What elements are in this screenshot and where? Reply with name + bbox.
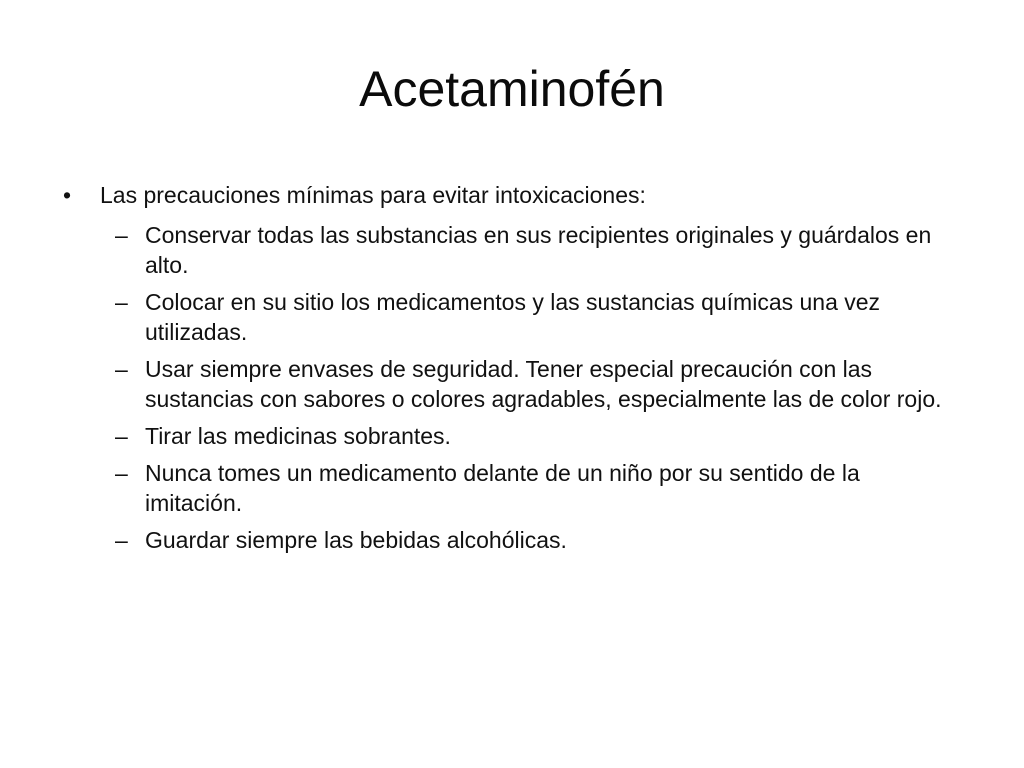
sub-bullet-text: Guardar siempre las bebidas alcohólicas. [145,527,567,553]
bullet-icon: • [63,182,72,208]
sub-bullet-text: Colocar en su sitio los medicamentos y las sustancias químicas una vez utilizadas. [145,289,881,345]
sub-bullet-text: Conservar todas las substancias en sus recipientes originales y guárdalos en alto. [145,222,932,278]
sub-bullet-list [0,220,1024,555]
sub-bullet-text: Tirar las medicinas sobrantes. [145,423,451,449]
slide-title: Acetaminofén [359,61,665,117]
sub-bullet-text: Usar siempre envases de seguridad. Tener especial precaución con las sustancias con sabores o colores agradables, especialmente las de color rojo. [145,356,942,412]
dash-icon: – [115,289,128,315]
sub-bullet-item [115,220,960,280]
dash-icon: – [115,527,128,553]
sub-bullet-item [115,525,960,555]
dash-icon: – [115,356,128,382]
slide-content [0,180,1024,562]
sub-bullet-item [115,458,960,518]
dash-icon: – [115,222,128,248]
dash-icon: – [115,460,128,486]
sub-bullet-item [115,354,960,414]
bullet-text: Las precauciones mínimas para evitar intoxicaciones: [100,182,646,208]
sub-bullet-text: Nunca tomes un medicamento delante de un niño por su sentido de la imitación. [145,460,860,516]
dash-icon: – [115,423,128,449]
sub-bullet-item [115,287,960,347]
bullet-item [63,180,960,210]
sub-bullet-item [115,421,960,451]
